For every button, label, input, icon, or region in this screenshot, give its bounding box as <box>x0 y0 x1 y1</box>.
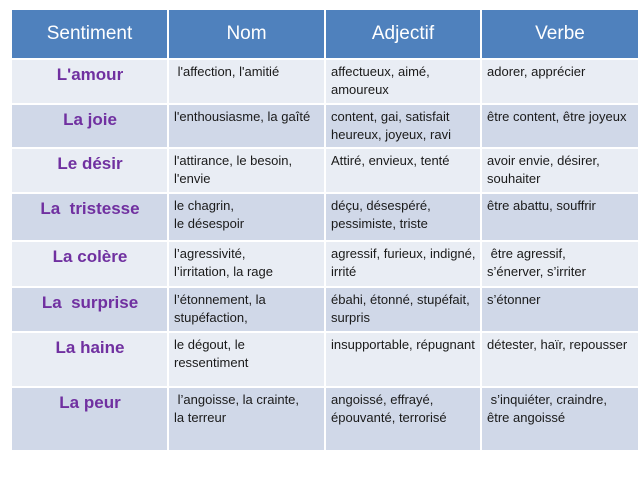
adjectif-cell: affectueux, aimé, amoureux <box>325 59 481 104</box>
verbe-cell: être agressif, s’énerver, s’irriter <box>481 241 638 287</box>
verbe-cell: avoir envie, désirer, souhaiter <box>481 148 638 193</box>
nom-cell: l'enthousiasme, la gaîté <box>168 104 325 148</box>
header-adjectif: Adjectif <box>325 10 481 59</box>
sentiment-cell: La peur <box>12 387 168 451</box>
sentiment-cell: L'amour <box>12 59 168 104</box>
sentiment-cell: La joie <box>12 104 168 148</box>
verbe-cell: être content, être joyeux <box>481 104 638 148</box>
vocabulary-table-container <box>12 10 638 455</box>
header-verbe: Verbe <box>481 10 638 59</box>
table-row <box>12 59 638 104</box>
sentiment-cell: La colère <box>12 241 168 287</box>
table-row <box>12 148 638 193</box>
sentiment-cell: Le désir <box>12 148 168 193</box>
adjectif-cell: déçu, désespéré, pessimiste, triste <box>325 193 481 241</box>
nom-cell: l’étonnement, la stupéfaction, <box>168 287 325 332</box>
adjectif-cell: Attiré, envieux, tenté <box>325 148 481 193</box>
nom-cell: l'attirance, le besoin, l'envie <box>168 148 325 193</box>
table-header-row <box>12 10 638 59</box>
nom-cell: le dégout, le ressentiment <box>168 332 325 387</box>
verbe-cell: s’étonner <box>481 287 638 332</box>
adjectif-cell: insupportable, répugnant <box>325 332 481 387</box>
header-sentiment: Sentiment <box>12 10 168 59</box>
sentiment-cell: La surprise <box>12 287 168 332</box>
nom-cell: le chagrin, le désespoir <box>168 193 325 241</box>
table-row <box>12 193 638 241</box>
table-row <box>12 104 638 148</box>
table-row <box>12 287 638 332</box>
adjectif-cell: content, gai, satisfait heureux, joyeux, ravi <box>325 104 481 148</box>
table-row <box>12 332 638 387</box>
adjectif-cell: ébahi, étonné, stupéfait, surpris <box>325 287 481 332</box>
verbe-cell: s’inquiéter, craindre, être angoissé <box>481 387 638 451</box>
sentiment-cell: La tristesse <box>12 193 168 241</box>
adjectif-cell: agressif, furieux, indigné, irrité <box>325 241 481 287</box>
nom-cell: l’agressivité, l’irritation, la rage <box>168 241 325 287</box>
verbe-cell: adorer, apprécier <box>481 59 638 104</box>
sentiment-vocabulary-table <box>12 10 638 452</box>
nom-cell: l’angoisse, la crainte, la terreur <box>168 387 325 451</box>
verbe-cell: être abattu, souffrir <box>481 193 638 241</box>
table-row <box>12 387 638 451</box>
verbe-cell: détester, haïr, repousser <box>481 332 638 387</box>
sentiment-cell: La haine <box>12 332 168 387</box>
table-row <box>12 241 638 287</box>
header-nom: Nom <box>168 10 325 59</box>
nom-cell: l'affection, l'amitié <box>168 59 325 104</box>
adjectif-cell: angoissé, effrayé, épouvanté, terrorisé <box>325 387 481 451</box>
